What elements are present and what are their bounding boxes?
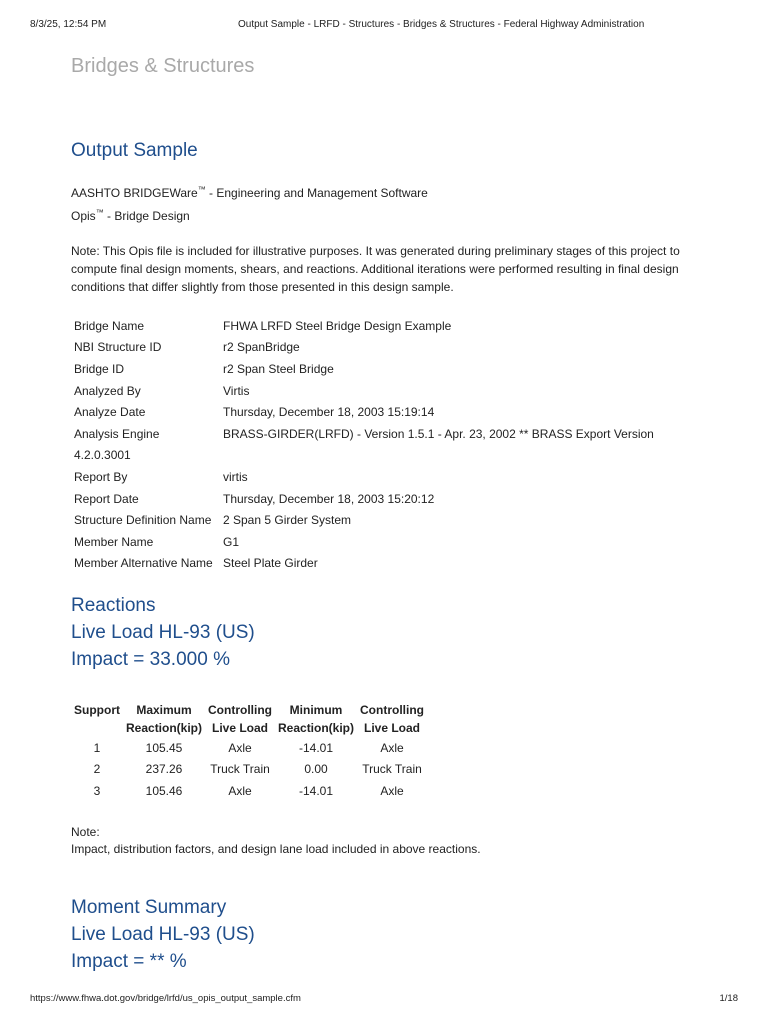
info-value: Virtis	[223, 383, 250, 398]
table-header-row	[71, 701, 427, 719]
software-name-bridgeware: AASHTO BRIDGEWare	[71, 186, 198, 200]
info-label: Bridge ID	[74, 361, 125, 376]
table-row	[71, 553, 657, 575]
info-value: G1	[223, 534, 240, 549]
table-row	[71, 423, 657, 445]
table-row	[71, 466, 657, 488]
column-header: Live Load	[212, 721, 269, 735]
info-value: Thursday, December 18, 2003 15:20:12	[223, 491, 435, 506]
info-label: Bridge Name	[74, 318, 145, 333]
info-value: FHWA LRFD Steel Bridge Design Example	[223, 318, 452, 333]
software-line-bridgeware	[71, 184, 428, 202]
print-url[interactable]: https://www.fhwa.dot.gov/bridge/lrfd/us_opis_output_sample.cfm	[30, 993, 301, 1004]
print-header	[30, 19, 738, 33]
page-heading: Output Sample	[71, 140, 198, 161]
table-cell: Truck Train	[210, 762, 270, 777]
info-value: r2 SpanBridge	[223, 340, 300, 355]
info-value-continuation: 4.2.0.3001	[74, 448, 131, 463]
table-row	[71, 401, 657, 423]
table-cell: 105.46	[145, 783, 183, 798]
info-label: Member Alternative Name	[74, 556, 213, 571]
table-cell: Axle	[380, 740, 404, 755]
moment-summary-heading: Moment Summary	[71, 897, 227, 918]
table-row	[71, 737, 427, 759]
trademark-symbol: ™	[197, 185, 206, 194]
moment-live-load-heading: Live Load HL-93 (US)	[71, 924, 255, 945]
table-cell: Axle	[380, 783, 404, 798]
table-cell: Axle	[228, 740, 252, 755]
page-number: 1/18	[719, 993, 738, 1004]
column-header: Minimum	[289, 703, 343, 717]
info-label: Structure Definition Name	[74, 513, 212, 528]
column-header: Support	[74, 703, 120, 717]
info-label: Member Name	[74, 534, 154, 549]
bridge-info-table	[71, 315, 657, 574]
info-label: Report Date	[74, 491, 139, 506]
table-cell: Truck Train	[362, 762, 422, 777]
info-label: Analyze Date	[74, 405, 146, 420]
column-header: Controlling	[208, 703, 272, 717]
reactions-table	[71, 701, 427, 802]
moment-impact-heading: Impact = ** %	[71, 951, 187, 972]
software-name-opis: Opis	[71, 209, 96, 223]
table-cell: 105.45	[145, 740, 183, 755]
info-value: Steel Plate Girder	[223, 556, 318, 571]
table-cell: -14.01	[298, 740, 334, 755]
info-label: NBI Structure ID	[74, 340, 162, 355]
table-cell: 3	[93, 783, 101, 798]
reactions-heading: Reactions	[71, 595, 156, 616]
site-title[interactable]: Bridges & Structures	[71, 55, 255, 77]
table-cell: -14.01	[298, 783, 334, 798]
software-line-opis	[71, 207, 190, 225]
reactions-impact-heading: Impact = 33.000 %	[71, 649, 230, 670]
column-header: Reaction(kip)	[126, 721, 203, 735]
column-header	[71, 719, 123, 737]
intro-note: Note: This Opis file is included for illustrative purposes. It was generated during preliminary stages of this project to compute final design moments, shears, and reactions. Additional iterations were performed resulting in final design conditions that differ slightly from those presented in this design sample.	[71, 244, 680, 294]
column-header: Live Load	[364, 721, 421, 735]
reactions-note-text: Impact, distribution factors, and design lane load included in above reactions.	[71, 842, 481, 856]
info-label: Analysis Engine	[74, 426, 160, 441]
table-row	[71, 509, 657, 531]
table-row	[71, 531, 657, 553]
table-row	[71, 315, 657, 337]
table-cell: 2	[93, 762, 101, 777]
table-row	[71, 380, 657, 402]
table-row	[71, 445, 657, 467]
table-row	[71, 759, 427, 781]
info-label: Analyzed By	[74, 383, 141, 398]
table-row	[71, 780, 427, 802]
info-value: Thursday, December 18, 2003 15:19:14	[223, 405, 435, 420]
print-datetime: 8/3/25, 12:54 PM	[30, 19, 107, 30]
software-desc-opis: - Bridge Design	[103, 209, 190, 223]
table-cell: 237.26	[145, 762, 183, 777]
trademark-symbol: ™	[95, 208, 104, 217]
table-cell: 0.00	[304, 762, 328, 777]
table-cell: 1	[93, 740, 101, 755]
table-cell: Axle	[228, 783, 252, 798]
info-value: BRASS-GIRDER(LRFD) - Version 1.5.1 - Apr. 23, 2002 ** BRASS Export Version	[223, 426, 654, 441]
reactions-note-label: Note:	[71, 825, 100, 839]
info-value: virtis	[223, 469, 248, 484]
table-row	[71, 488, 657, 510]
info-value: 2 Span 5 Girder System	[223, 513, 352, 528]
column-header: Reaction(kip)	[278, 721, 355, 735]
software-desc-bridgeware: - Engineering and Management Software	[205, 186, 428, 200]
table-row	[71, 337, 657, 359]
info-value: r2 Span Steel Bridge	[223, 361, 334, 376]
column-header: Maximum	[136, 703, 192, 717]
reactions-live-load-heading: Live Load HL-93 (US)	[71, 622, 255, 643]
table-header-row	[71, 719, 427, 737]
column-header: Controlling	[360, 703, 424, 717]
table-row	[71, 358, 657, 380]
print-page-title: Output Sample - LRFD - Structures - Bridges & Structures - Federal Highway Administration	[238, 19, 645, 30]
info-label: Report By	[74, 469, 128, 484]
